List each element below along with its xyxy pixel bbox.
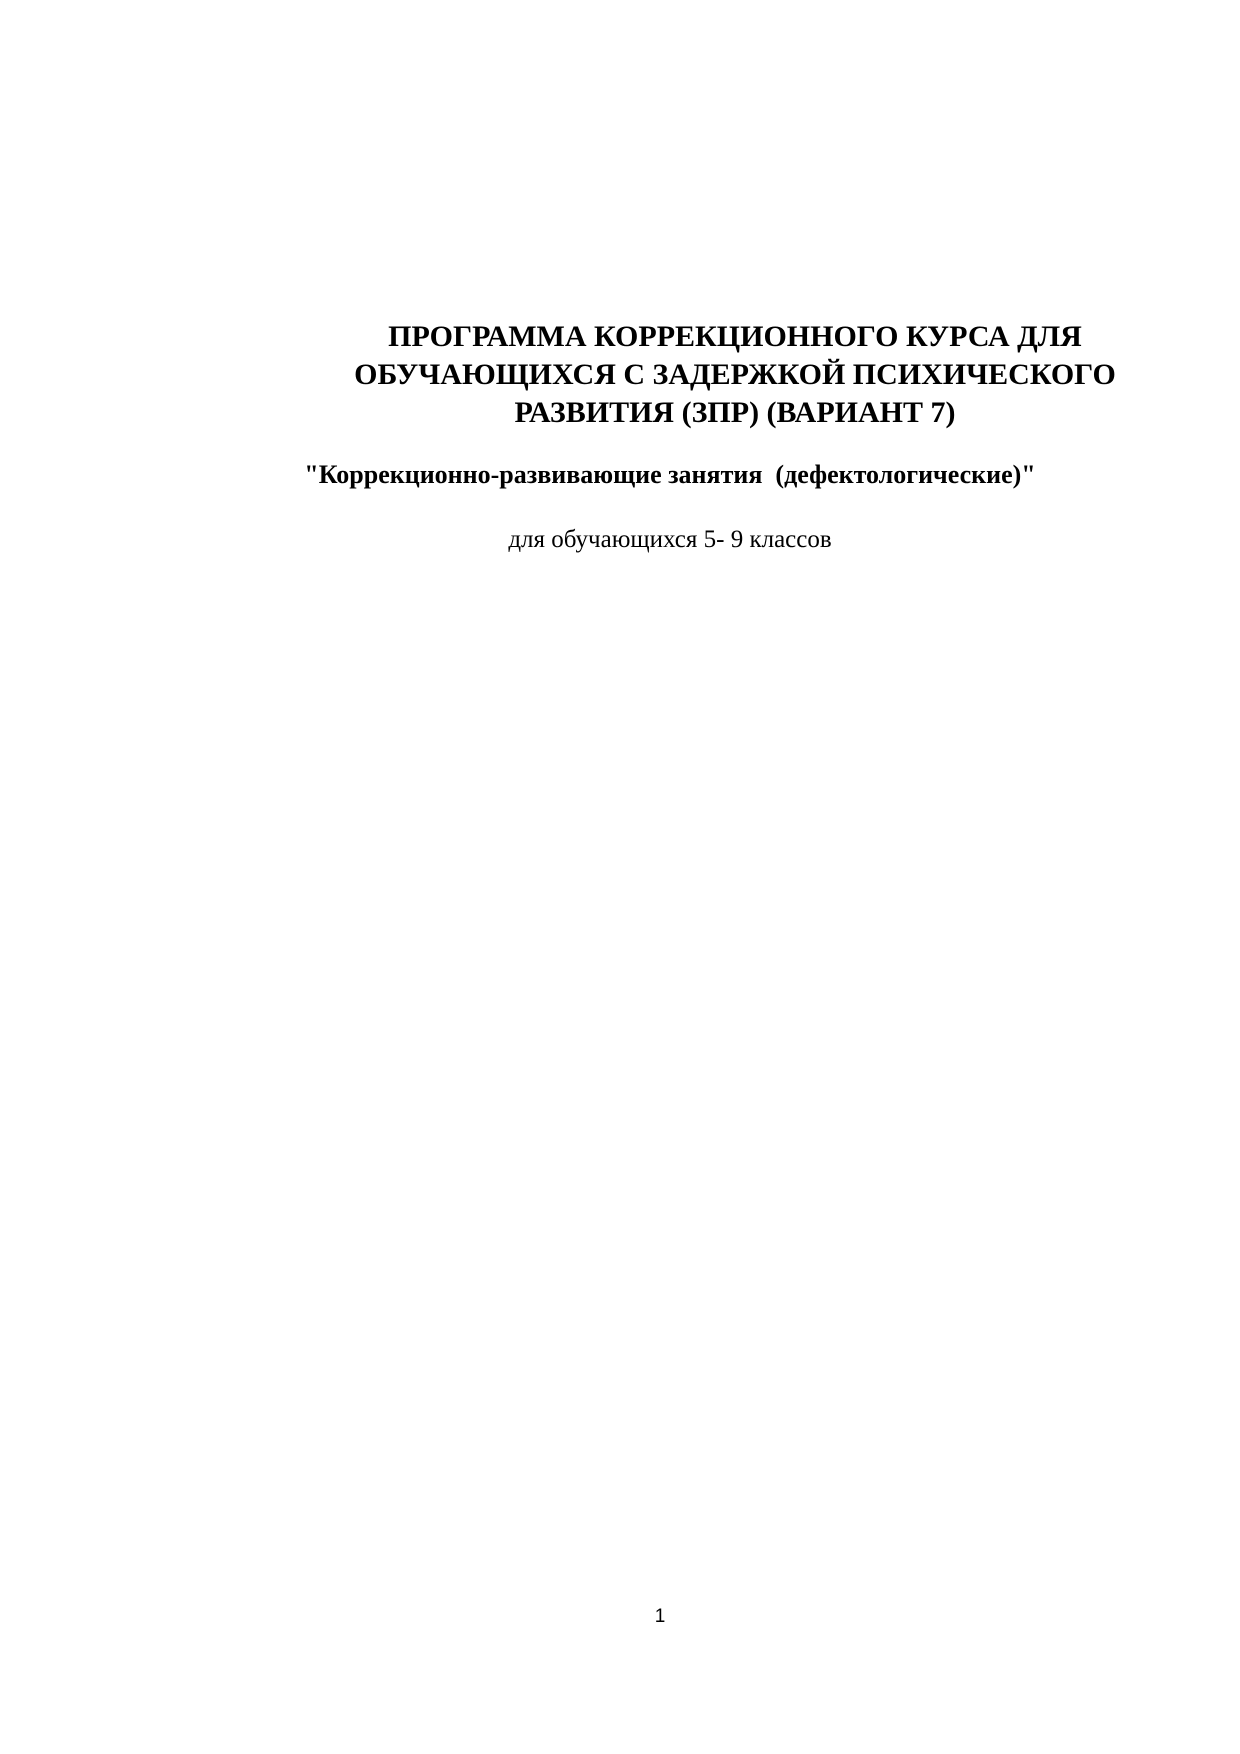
course-name: "Коррекционно-развивающие занятия (дефектологические)" [304,460,1036,489]
title-line-3: РАЗВИТИЯ (ЗПР) (ВАРИАНТ 7) [514,396,956,429]
page-number: 1 [654,1606,666,1627]
document-title [270,318,1200,432]
audience-text: для обучающихся 5- 9 классов [508,526,832,553]
title-line-2: ОБУЧАЮЩИХСЯ С ЗАДЕРЖКОЙ ПСИХИЧЕСКОГО [354,358,1116,391]
title-line-1: ПРОГРАММА КОРРЕКЦИОННОГО КУРСА ДЛЯ [388,320,1082,353]
